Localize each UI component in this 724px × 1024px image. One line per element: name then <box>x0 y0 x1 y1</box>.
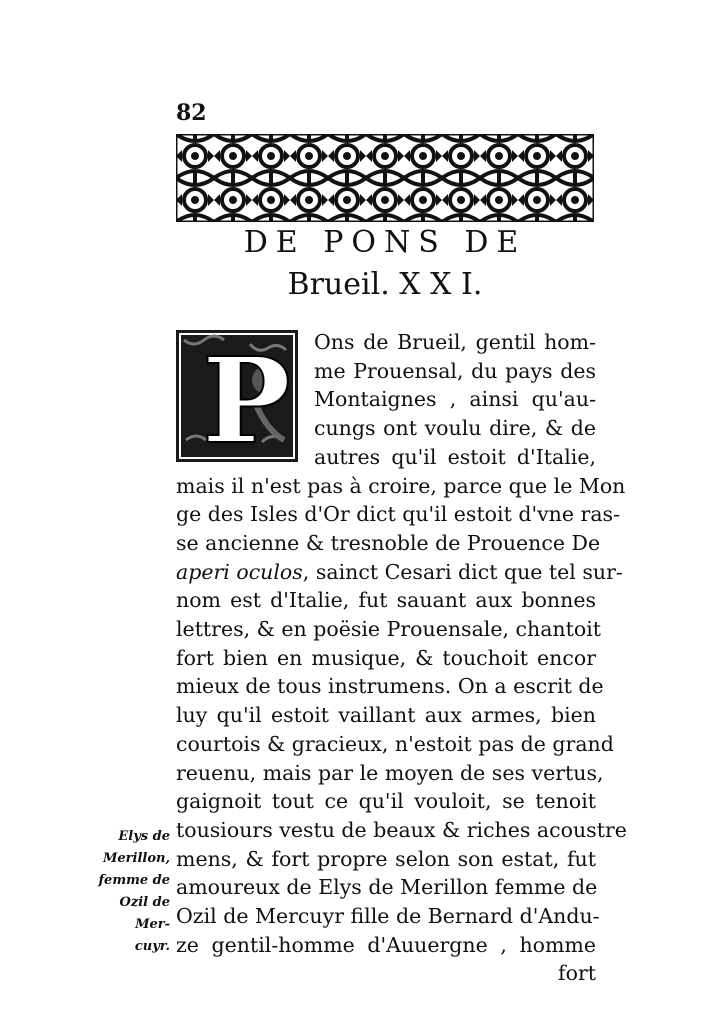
marginal-note-line: cuyr. <box>134 939 170 954</box>
text-line: mais il n'est pas à croire, parce que le Mon <box>176 473 626 498</box>
text-line: cungs ont voulu dire, & de <box>314 416 596 441</box>
marginal-note <box>96 826 170 958</box>
text-line: mens, & fort propre selon son estat, fut <box>176 846 596 871</box>
marginal-note-line: femme de <box>98 873 170 888</box>
text-line: courtois & gracieux, n'estoit pas de grand <box>176 731 614 756</box>
text-line: aperi oculos, sainct Cesari dict que tel sur- <box>176 559 623 584</box>
text-line: autres qu'il estoit d'Italie, <box>314 444 596 469</box>
text-line: ze gentil-homme d'Auuergne , homme <box>176 932 596 957</box>
text-line: se ancienne & tresnoble de Prouence De <box>176 530 601 555</box>
text-line: me Prouensal, du pays des <box>314 358 596 383</box>
text-line: Montaignes , ainsi qu'au- <box>314 387 596 412</box>
text-line: gaignoit tout ce qu'il vouloit, se tenoit <box>176 789 596 814</box>
text-line-rest: Cesari dict que tel sur- <box>384 559 623 584</box>
text-line: amoureux de Elys de Merillon femme de <box>176 875 598 900</box>
text-line: nom est d'Italie, fut sauant aux bonnes <box>176 588 596 613</box>
catchword: fort <box>558 961 596 986</box>
text-line: luy qu'il estoit vaillant aux armes, bien <box>176 703 596 728</box>
ornamental-band-icon <box>176 134 594 222</box>
text-line: fort bien en musique, & touchoit encor <box>176 645 596 670</box>
saint-word: sainct <box>315 559 379 584</box>
text-line: mieux de tous instrumens. On a escrit de <box>176 674 604 699</box>
text-line: Ons de Brueil, gentil hom- <box>314 330 596 354</box>
chapter-title: DE PONS DE <box>243 225 527 260</box>
text-line: Ozil de Mercuyr fille de Bernard d'Andu- <box>176 904 600 929</box>
body-text <box>176 328 627 988</box>
page-number: 82 <box>176 100 207 126</box>
text-line: reuenu, mais par le moyen de ses vertus, <box>176 760 604 785</box>
text-line: ge des Isles d'Or dict qu'il estoit d'vne ras- <box>176 502 620 527</box>
marginal-note-line: Ozil de <box>119 895 170 910</box>
marginal-note-line: Mer- <box>135 917 170 932</box>
latin-phrase: aperi oculos <box>176 559 303 584</box>
text-line: lettres, & en poësie Prouensale, chantoit <box>176 617 602 642</box>
dropcap-letter: P <box>202 331 291 462</box>
marginal-note-line: Merillon, <box>103 851 170 866</box>
chapter-subtitle: Brueil. X X I. <box>287 267 483 302</box>
text-line: tousiours vestu de beaux & riches acoustre <box>176 817 627 842</box>
marginal-note-line: Elys de <box>118 829 170 844</box>
